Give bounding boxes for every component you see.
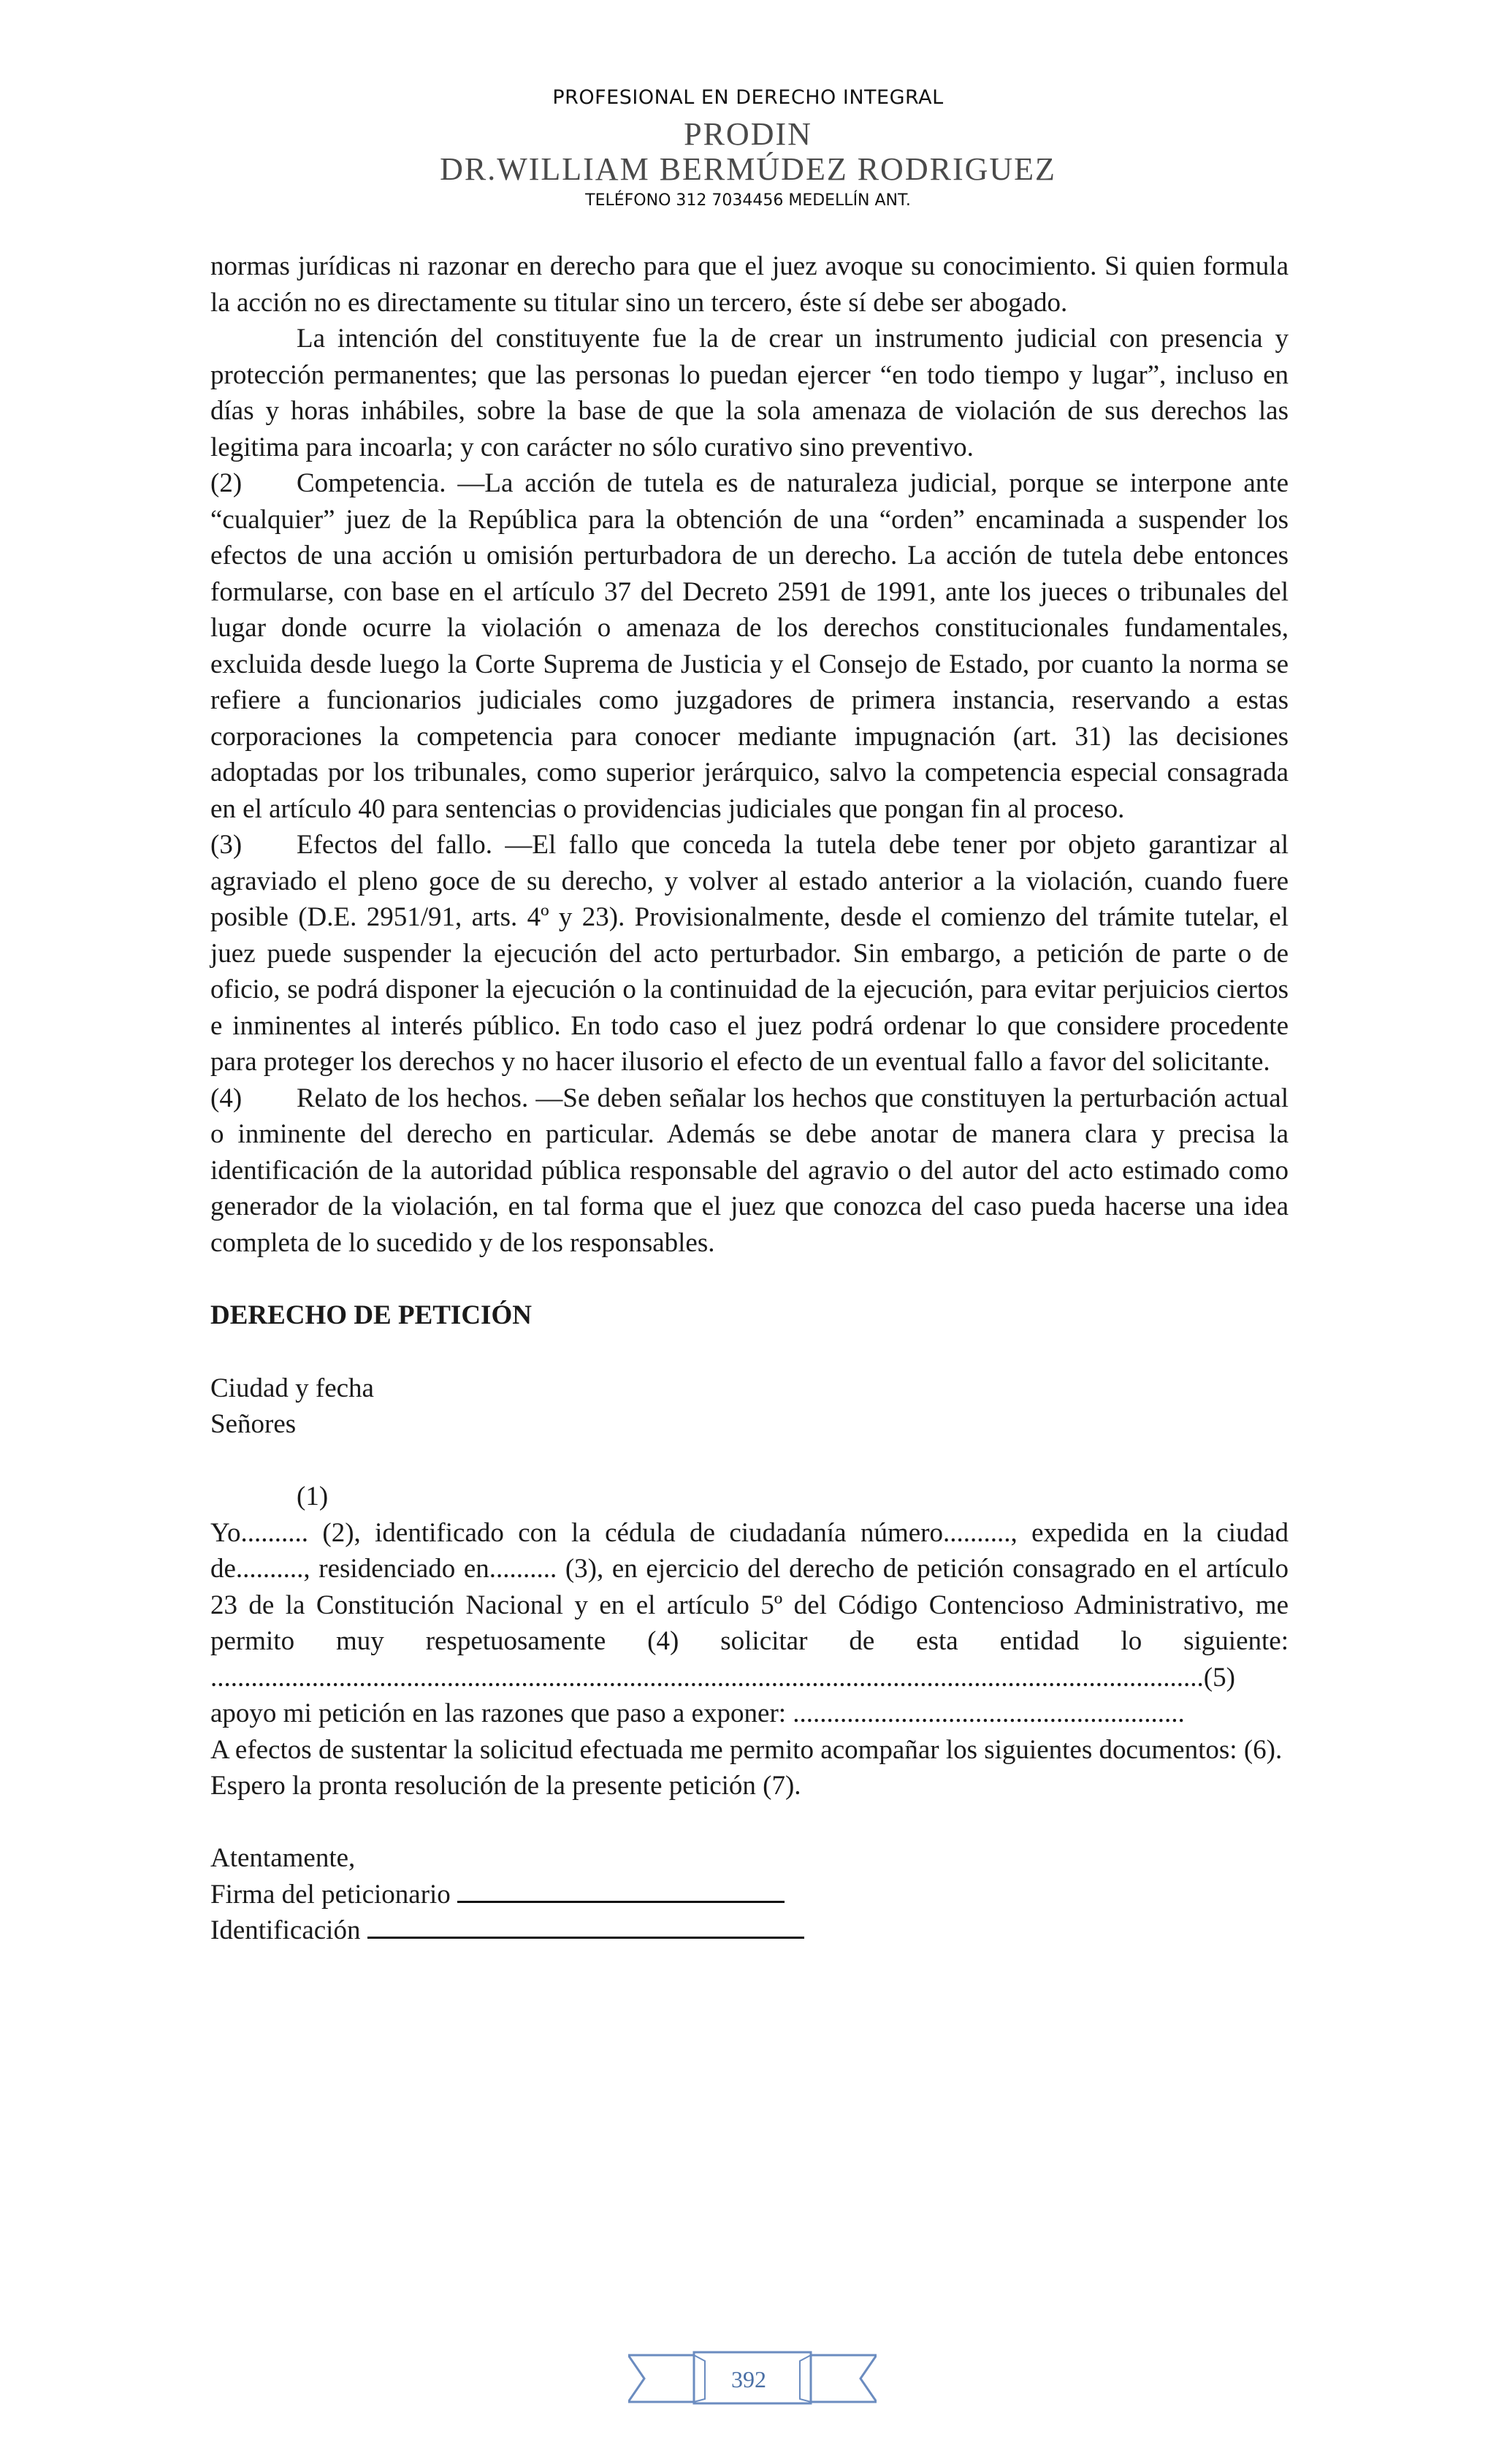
- petition-closing-request: Espero la pronta resolución de la presente petición (7).: [210, 1771, 801, 1801]
- section-heading: DERECHO DE PETICIÓN: [210, 1300, 532, 1330]
- item-efectos: [210, 827, 1289, 1080]
- closing: Atentamente,: [210, 1843, 356, 1873]
- spacer: [210, 1443, 1289, 1479]
- item-number: (2): [210, 468, 243, 498]
- header-contact: TELÉFONO 312 7034456 MEDELLÍN ANT.: [585, 191, 911, 210]
- petition-body: Yo.......... (2), identificado con la cédula de ciudadanía número.........., expedida en la ciudad de.........., residenciado en.......... (3), en ejercicio del derecho de petición consagrado en el artículo 23 de la Constitución Nacional y en el artículo 5º del Código Contencioso Administrativo, me permito muy respetuosamente (4) solicitar de esta entidad lo siguiente:: [210, 1517, 1289, 1656]
- mark-one: (1): [297, 1481, 329, 1511]
- signature-row: [210, 1877, 1289, 1913]
- signature-line: [457, 1879, 785, 1903]
- spacer: [210, 1804, 1289, 1841]
- city-date: Ciudad y fecha: [210, 1373, 374, 1403]
- dotted-line: ...................................................................................................................................................(5): [210, 1662, 1235, 1693]
- item-text: Relato de los hechos. —Se deben señalar los hechos que constituyen la perturbación actual o inminente del derecho en particular. Además se debe anotar de manera clara y precisa la identificación de la autoridad pública responsable del agravio o del autor del acto estimado como generador de la violación, en tal forma que el juez que conozca del caso pueda hacerse una idea completa de lo sucedido y de los responsables.: [210, 1083, 1289, 1258]
- petition-reasons: apoyo mi petición en las razones que paso a exponer: ..........................................................: [210, 1698, 1185, 1728]
- item-number: (4): [210, 1083, 243, 1113]
- id-label: Identificación: [210, 1915, 361, 1945]
- item-text: Efectos del fallo. —El fallo que conceda la tutela debe tener por objeto garantizar al agraviado el pleno goce de su derecho, y volver al estado anterior a la violación, cuando fuere posible (D.E. 2951/91, arts. 4º y 23). Provisionalmente, desde el comienzo del trámite tutelar, el juez puede suspender la ejecución del acto perturbador. Sin embargo, a petición de parte o de oficio, se podrá disponer la ejecución o la continuidad de la ejecución, para evitar perjuicios ciertos e inminentes al interés público. En todo caso el juez podrá ordenar lo que considere procedente para proteger los derechos y no hacer ilusorio el efecto de un eventual fallo a favor del solicitante.: [210, 830, 1289, 1077]
- item-competencia: [210, 465, 1289, 827]
- id-line: [367, 1915, 804, 1939]
- document-body: [210, 248, 1289, 1949]
- header-brand: PRODIN: [684, 116, 812, 152]
- item-relato: [210, 1080, 1289, 1262]
- header-title: PROFESIONAL EN DERECHO INTEGRAL: [552, 86, 944, 109]
- header-author: DR.WILLIAM BERMÚDEZ RODRIGUEZ: [440, 151, 1056, 187]
- recipient: Señores: [210, 1409, 297, 1439]
- item-number: (3): [210, 830, 243, 860]
- petition-documents: A efectos de sustentar la solicitud efectuada me permito acompañar los siguientes documentos: (6).: [210, 1734, 1283, 1765]
- item-text: Competencia. —La acción de tutela es de naturaleza judicial, porque se interpone ante “cualquier” juez de la República para la obtención de una “orden” encaminada a suspender los efectos de una acción u omisión perturbadora de un derecho. La acción de tutela debe entonces formularse, con base en el artículo 37 del Decreto 2591 de 1991, ante los jueces o tribunales del lugar donde ocurre la violación o amenaza de los derechos constitucionales fundamentales, excluida desde luego la Corte Suprema de Justicia y el Consejo de Estado, por cuanto la norma se refiere a funcionarios judiciales como juzgadores de primera instancia, reservando a estas corporaciones la competencia para conocer mediante impugnación (art. 31) las decisiones adoptadas por los tribunales, como superior jerárquico, salvo la competencia especial consagrada en el artículo 40 para sentencias o providencias judiciales que pongan fin al proceso.: [210, 468, 1289, 824]
- paragraph-intention: La intención del constituyente fue la de crear un instrumento judicial con presencia y protección permanentes; que las personas lo puedan ejercer “en todo tiempo y lugar”, incluso en días y horas inhábiles, sobre la base de que la sola amenaza de violación de sus derechos las legitima para incoarla; y con carácter no sólo curativo sino preventivo.: [210, 324, 1289, 462]
- page-number: 392: [731, 2366, 766, 2392]
- signature-label: Firma del peticionario: [210, 1879, 451, 1910]
- id-row: [210, 1912, 1289, 1949]
- paragraph-continuation: normas jurídicas ni razonar en derecho para que el juez avoque su conocimiento. Si quien formula la acción no es directamente su titular sino un tercero, éste sí debe ser abogado.: [210, 251, 1289, 318]
